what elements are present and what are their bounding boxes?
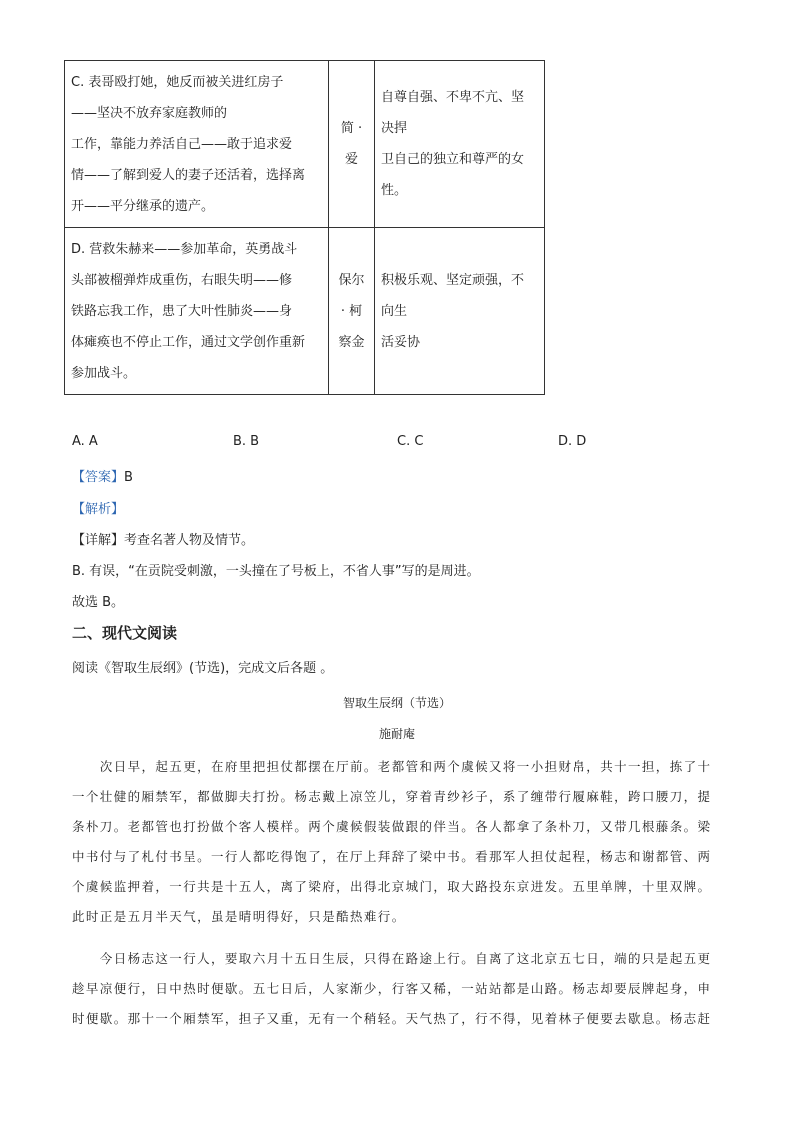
passage-line: 今日杨志这一行人，要取六月十五日生辰，只得在路途上行。自离了这北京五七日，端的只是起五更 [72,951,712,966]
answer-value: B [124,470,133,485]
trait-cell [375,228,545,395]
analysis-line [72,498,124,517]
plot-line: 头部被榴弹炸成重伤，右眼失明——修 [71,272,293,288]
explanation-line: B. 有误，“在贡院受刺激，一头撞在了号板上，不省人事”写的是周进。 [72,564,480,579]
trait-line: 活妥协 [381,334,421,350]
person-line: · 柯 [340,303,363,319]
plot-line: 体瘫痪也不停止工作，通过文学创作重新 [71,334,306,350]
detail-text: 考查名著人物及情节。 [124,533,255,548]
passage-line: 此时正是五月半天气，虽是晴明得好，只是酷热难行。 [72,909,406,924]
trait-line: 性。 [381,183,408,198]
person-line: 保尔 [338,272,365,288]
trait-line: 卫自己的独立和尊严的女 [381,152,525,167]
plot-line: 工作，靠能力养活自己——敢于追求爱 [71,136,293,152]
plot-line: 铁路忘我工作，患了大叶性肺炎——身 [71,303,293,319]
trait-line: 积极乐观、坚定顽强，不 [381,272,525,288]
options-table [64,60,545,395]
person-line: 察金 [338,334,365,350]
person-line: 爱 [344,152,358,167]
detail-line [72,529,254,548]
choice-d: D. D [558,434,587,449]
choice-a: A. A [72,434,98,449]
section-title: 二、现代文阅读 [72,624,178,642]
trait-line: 决捍 [381,121,408,136]
plot-line: 参加战斗。 [71,365,137,381]
choice-b: B. B [233,434,260,449]
choice-c: C. C [397,434,424,449]
analysis-tag: 【解析】 [72,502,125,517]
passage-line: 次日早，起五更，在府里把担仗都摆在厅前。老都管和两个虞候又将一小担财帛，共十一担，拣了十 [72,759,712,774]
passage-line: 时便歇。那十一个厢禁军，担子又重，无有一个稍轻。天气热了，行不得，见着林子便要去歇息。杨志赶 [72,1011,712,1026]
trait-line: 自尊自强、不卑不亢、坚 [381,90,525,105]
passage-line: 中书付与了札付书呈。一行人都吃得饱了，在厅上拜辞了梁中书。看那军人担仗起程，杨志和谢都管、两 [72,849,712,864]
plot-line: C. 表哥殴打她，她反而被关进红房子 [71,74,284,90]
plot-cell [65,228,329,395]
conclusion-line: 故选 B。 [72,595,125,610]
plot-cell [65,61,329,228]
answer-tag: 【答案】 [72,470,125,485]
detail-tag: 【详解】 [72,533,125,548]
passage-line: 趁早凉便行，日中热时便歇。五七日后，人家渐少，行客又稀，一站站都是山路。杨志却要辰牌起身，申 [72,981,712,996]
instruction-line: 阅读《智取生辰纲》(节选)，完成文后各题 。 [72,661,334,676]
passage-title: 智取生辰纲（节选） [342,696,451,710]
plot-line: ——坚决不放弃家庭教师的 [71,105,228,121]
answer-choices [72,434,772,454]
person-cell [329,61,375,228]
plot-line: 情——了解到爱人的妻子还活着，选择离 [71,167,306,183]
table-row [65,228,545,395]
plot-line: 开——平分继承的遗产。 [71,198,215,214]
plot-line: D. 营救朱赫来——参加革命，英勇战斗 [71,241,298,257]
person-cell [329,228,375,395]
passage-line: 一个壮健的厢禁军，都做脚夫打扮。杨志戴上凉笠儿，穿着青纱衫子，系了缠带行履麻鞋，跨口腰刀，提 [72,789,712,804]
person-line: 简 · [340,121,363,136]
passage-author: 施耐庵 [378,727,415,741]
passage-line: 个虞候监押着，一行共是十五人，离了梁府，出得北京城门，取大路投东京进发。五里单牌，十里双牌。 [72,879,712,894]
trait-line: 向生 [381,303,408,319]
trait-cell [375,61,545,228]
passage-line: 条朴刀。老都管也打扮做个客人模样。两个虞候假装做跟的伴当。各人都拿了条朴刀，又带几根藤条。梁 [72,819,712,834]
table-row [65,61,545,228]
answer-line [72,466,133,485]
